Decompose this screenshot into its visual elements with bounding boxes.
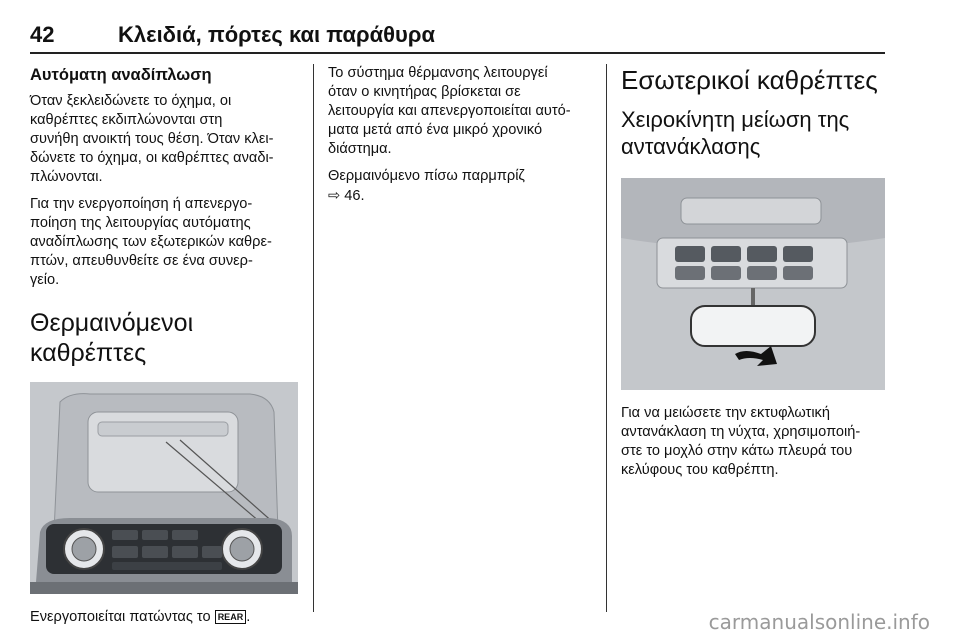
caption-text: Ενεργοποιείται πατώντας το [30,609,211,625]
text-line: Θερμαινόμενο πίσω παρμπρίζ [328,168,525,184]
text-line: λειτουργία και απενεργοποιείται αυτό‐ [328,103,571,119]
page-number: 42 [30,22,55,47]
text-line: δώνετε το όχημα, οι καθρέπτες αναδι‐ [30,150,274,166]
chapter-title: Κλειδιά, πόρτες και παράθυρα [118,22,435,47]
page-header [30,22,885,54]
manual-dimming-heading [621,106,891,160]
text-line: ποίηση της λειτουργίας αυτόματης [30,215,251,231]
auto-fold-paragraph-2 [30,195,298,290]
text-line: Για την ενεργοποίηση ή απενεργο‐ [30,196,253,212]
text-line: διάστημα. [328,141,392,157]
rear-defrost-icon: REAR [215,610,247,624]
watermark: carmanualsonline.info [708,610,930,634]
text-line: Για να μειώσετε την εκτυφλωτική [621,405,830,421]
interior-mirror-illustration [621,178,885,390]
column-left [30,64,298,635]
text-line: Το σύστημα θέρμανσης λειτουργεί [328,65,548,81]
text-line: γείο. [30,272,60,288]
text-line: πλώνονται. [30,169,103,185]
page-reference-icon: ⇨ [328,187,341,204]
text-line: στε το μοχλό στην κάτω πλευρά του [621,443,853,459]
heated-mirrors-caption: Ενεργοποιείται πατώντας το REAR . [30,609,251,625]
text-line: αντανάκλασης [621,134,761,159]
text-line: όταν ο κινητήρας βρίσκεται σε [328,84,521,100]
text-line: ματα μετά από ένα μικρό χρονικό [328,122,543,138]
text-line: Όταν ξεκλειδώνετε το όχημα, οι [30,93,232,109]
auto-fold-paragraph-1 [30,92,298,187]
manual-dimming-text [621,404,891,480]
column-divider [606,64,607,612]
heating-paragraph [328,64,593,159]
mirror-drawing [621,178,885,390]
text-line: καθρέπτες εκδιπλώνονται στη [30,112,223,128]
text-line: συνήθη ανοικτή τους θέση. Όταν κλει‐ [30,131,274,147]
column-divider [313,64,314,612]
text-line: πτών, απευθυνθείτε σε ένα συνερ‐ [30,253,253,269]
heated-mirrors-heading: Θερμαινόμενοι καθρέπτες [30,309,194,367]
rear-window-reference [328,167,593,206]
column-middle [328,64,593,214]
text-line: Χειροκίνητη μείωση της [621,107,850,132]
page-reference-link[interactable]: 46. [344,188,365,204]
interior-mirrors-heading: Εσωτερικοί καθρέπτες [621,65,878,95]
climate-panel-illustration [30,382,298,594]
text-line: κελύφους του καθρέπτη. [621,462,779,478]
column-right [621,64,891,488]
text-line: αντανάκλαση τη νύχτα, χρησιμοποιή‐ [621,424,861,440]
text-line: αναδίπλωσης των εξωτερικών καθρε‐ [30,234,272,250]
auto-fold-heading: Αυτόματη αναδίπλωση [30,66,212,84]
climate-panel-drawing [30,382,298,594]
